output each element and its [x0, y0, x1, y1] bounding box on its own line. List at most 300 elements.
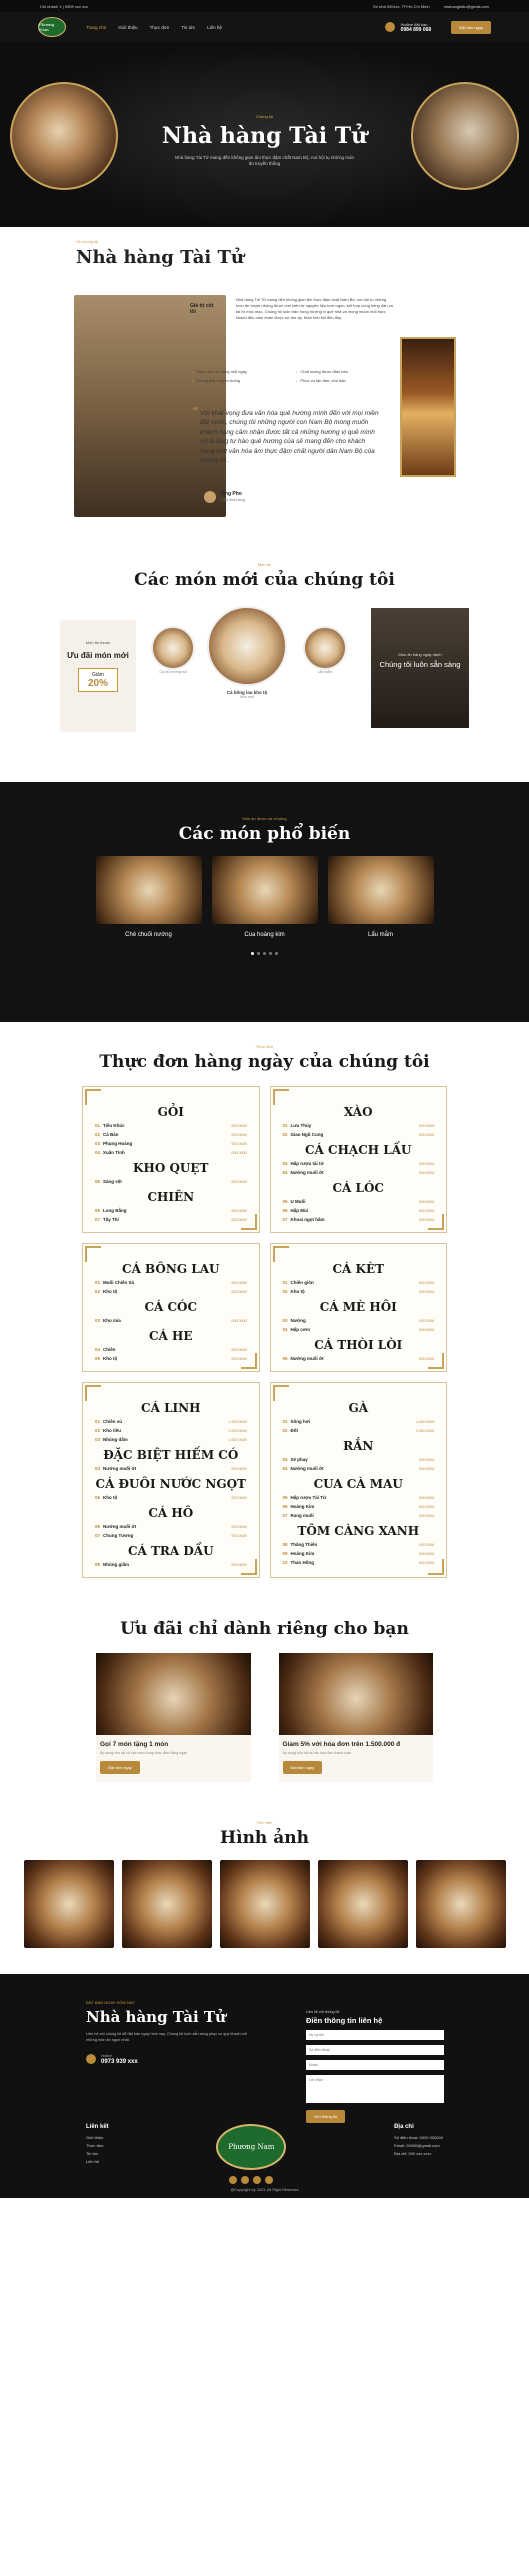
- popular-card[interactable]: [328, 856, 434, 938]
- nav-menu[interactable]: Thực đơn: [149, 24, 170, 30]
- menu-item-price: 1.000.000đ: [228, 1429, 247, 1433]
- menu-item[interactable]: [283, 1560, 435, 1565]
- offer-title: Gọi 7 món tặng 1 món: [100, 1741, 169, 1748]
- dish-card[interactable]: [204, 606, 290, 699]
- contact-footer: [0, 1974, 529, 2198]
- menu-item-number: 01: [282, 1123, 288, 1128]
- popular-card[interactable]: [96, 856, 202, 938]
- menu-item-price: 000.000đ: [419, 1209, 434, 1213]
- menu-item-label: Hấp cơm: [290, 1327, 310, 1332]
- new-dish-promo-card[interactable]: [60, 620, 136, 732]
- menu-item[interactable]: [283, 1132, 435, 1137]
- menu-item-label: Nướng muối ớt: [290, 1466, 324, 1471]
- menu-item-name: [95, 1562, 129, 1567]
- menu-item[interactable]: [283, 1419, 435, 1424]
- menu-category-title: CÁ THÒI LÒI: [314, 1338, 403, 1352]
- nav-news[interactable]: Tin tức: [181, 24, 196, 30]
- menu-item[interactable]: [283, 1327, 435, 1332]
- menu-category-title: CÁ LÓC: [332, 1181, 384, 1195]
- about-point: • Thực đơn đa dạng mỗi ngày: [192, 369, 288, 374]
- offers-title: Ưu đãi chỉ dành riêng cho bạn: [120, 1619, 409, 1639]
- menu-item[interactable]: [95, 1356, 247, 1361]
- menu-item-number: 02: [95, 1428, 101, 1433]
- menu-item[interactable]: [283, 1466, 435, 1471]
- menu-item-label: Phụng Hoàng: [103, 1141, 133, 1146]
- contact-form: [306, 2010, 444, 2123]
- menu-item-price: 000.000đ: [231, 1209, 247, 1213]
- contact-eyebrow: ĐẶT BÀN NGAY HÔM NAY: [86, 2000, 135, 2005]
- menu-item-name: [283, 1551, 315, 1556]
- discount-label: Giảm: [92, 671, 104, 678]
- menu-item[interactable]: [95, 1428, 247, 1433]
- menu-item-price: 1.000.000đ: [416, 1429, 434, 1433]
- menu-item-number: 05: [95, 1356, 101, 1361]
- menu-item-label: Kho tộ: [103, 1289, 118, 1294]
- menu-item-label: Kho tộ: [103, 1495, 118, 1500]
- menu-eyebrow: Thực đơn: [255, 1044, 274, 1049]
- offer-title: Giảm 5% với hóa đơn trên 1.500.000 đ: [282, 1741, 401, 1748]
- menu-item-label: Tây Thi: [103, 1217, 119, 1222]
- menu-item[interactable]: [95, 1562, 247, 1567]
- offer-desc: Áp dụng cho tất cả các hóa đơn thanh toán: [282, 1751, 352, 1755]
- menu-item-number: 03: [95, 1141, 101, 1146]
- menu-item[interactable]: [95, 1289, 247, 1294]
- menu-item-name: [95, 1289, 117, 1294]
- menu-category-title: KHO QUẸT: [133, 1161, 209, 1175]
- menu-item-label: Xé phay: [290, 1457, 308, 1462]
- menu-item-price: 000.000đ: [419, 1458, 434, 1462]
- offer-card: [96, 1653, 251, 1782]
- menu-item[interactable]: [95, 1141, 247, 1146]
- menu-item-number: 02: [95, 1289, 101, 1294]
- menu-item-label: Nướng muối ớt: [103, 1466, 137, 1471]
- contact-hotline-label: Hotline: [101, 2054, 112, 2059]
- menu-item-name: [283, 1132, 324, 1137]
- menu-item-price: 000.000đ: [419, 1514, 434, 1518]
- menu-item-name: [283, 1161, 324, 1166]
- menu-item[interactable]: [95, 1208, 247, 1213]
- menu-item-label: Xông hơi: [290, 1419, 311, 1424]
- footer-address: [394, 2124, 443, 2184]
- menu-item-label: Hoàng Kim: [290, 1504, 315, 1509]
- menu-item-price: 000.000đ: [231, 1281, 247, 1285]
- menu-item[interactable]: [283, 1504, 435, 1509]
- menu-item-price: 000.000đ: [231, 1319, 247, 1323]
- menu-item-name: [95, 1466, 136, 1471]
- menu-category-title: CÁ KÈT: [332, 1262, 385, 1276]
- dish-image: [151, 626, 195, 670]
- menu-item-number: 05: [282, 1199, 288, 1204]
- copyright: @Copyright by 2023, All Right Reserved: [230, 2188, 299, 2192]
- menu-item-price: 000.000đ: [419, 1543, 434, 1547]
- offer-image: [279, 1653, 434, 1735]
- email-field[interactable]: [306, 2060, 444, 2070]
- menu-item-number: 06: [282, 1504, 288, 1509]
- menu-category-title: CUA CÀ MAU: [313, 1477, 403, 1491]
- popular-name: Lẩu mắm: [367, 932, 393, 938]
- submit-button[interactable]: Gửi thông tin: [306, 2110, 345, 2123]
- dish-name: Lẩu mắm: [317, 670, 333, 674]
- menu-item-number: 02: [282, 1289, 288, 1294]
- menu-item-number: 02: [282, 1132, 288, 1137]
- menu-item-name: [95, 1437, 128, 1442]
- core-values-badge: Giá trị cốt lõi: [190, 303, 214, 315]
- dish-card[interactable]: [148, 626, 198, 674]
- hero-eyebrow: Chúng tôi: [255, 114, 274, 119]
- menu-item-number: 07: [282, 1217, 288, 1222]
- hero-dish-right: [411, 82, 519, 190]
- dark-card-title: Chúng tôi luôn sẵn sàng: [379, 660, 461, 669]
- dish-caption: Món mới: [240, 695, 254, 699]
- menu-item-label: Kho tộ: [103, 1356, 118, 1361]
- footer-brand: [216, 2124, 286, 2184]
- menu-item-price: 000.000đ: [419, 1467, 434, 1471]
- hero-banner: [0, 42, 529, 227]
- menu-item[interactable]: [95, 1419, 247, 1424]
- menu-item-name: [283, 1199, 306, 1204]
- about-quote: Với khát vọng đưa văn hóa quê hương mình đến với mọi miền đất nước, chúng tôi những người con Nam Bộ mong muốn khách hàng cảm nhận được tất cả những hương vị quê mình xứ là lòng tự hào quê hương của sẽ mang đến cho khách hàng một văn hóa âm thực đậm chất người dân Nam Bộ của chúng tôi.: [200, 410, 379, 465]
- menu-item-label: Hoàng Kim: [290, 1551, 315, 1556]
- address-line: Email: 00000@gmail.com: [394, 2143, 440, 2148]
- menu-category-title: CÁ CHẠCH LẤU: [304, 1143, 412, 1157]
- menu-item-price: 000.000đ: [419, 1218, 434, 1222]
- menu-item-price: 000.000đ: [419, 1319, 434, 1323]
- menu-item-price: 1.000.000đ: [228, 1438, 247, 1442]
- dish-card[interactable]: [300, 626, 350, 674]
- nav-contact[interactable]: Liên hệ: [207, 24, 222, 30]
- gallery-photo[interactable]: [220, 1860, 310, 1948]
- popular-image: [212, 856, 318, 924]
- menu-item-label: Nướng: [290, 1318, 306, 1323]
- name-field[interactable]: [306, 2030, 444, 2040]
- contact-title: Nhà hàng Tài Tử: [86, 2008, 226, 2026]
- menu-item-number: 01: [95, 1280, 101, 1285]
- gallery-eyebrow: Thư viện: [256, 1820, 273, 1825]
- menu-item-name: [283, 1542, 318, 1547]
- menu-item-label: Hấp rượu Tài Tử: [290, 1495, 327, 1500]
- menu-item-label: Khoai ngọt hầm: [290, 1217, 325, 1222]
- menu-category-title: CÁ HÔ: [148, 1506, 194, 1520]
- menu-item-price: 000.000đ: [419, 1162, 434, 1166]
- menu-category-title: RẮN: [343, 1439, 374, 1453]
- menu-category-title: CÁ MÈ HÔI: [319, 1300, 397, 1314]
- phone-field[interactable]: [306, 2045, 444, 2055]
- menu-category-title: CÁ TRA DẦU: [127, 1544, 214, 1558]
- menu-item-label: Nướng muối ớt: [290, 1170, 324, 1175]
- gallery-section: [0, 1804, 529, 1974]
- popular-section: [0, 782, 529, 1022]
- daily-menu-section: [0, 1022, 529, 1598]
- menu-item-label: Nhúng giấm: [103, 1562, 130, 1567]
- menu-item[interactable]: [283, 1495, 435, 1500]
- menu-item[interactable]: [95, 1150, 247, 1155]
- menu-item-price: 000.000đ: [231, 1357, 247, 1361]
- gallery-title: Hình ảnh: [220, 1828, 309, 1848]
- menu-item-price: 000.000đ: [419, 1290, 434, 1294]
- nav-home[interactable]: Trang chủ: [86, 24, 107, 30]
- menu-card: [270, 1382, 448, 1578]
- menu-item[interactable]: [95, 1524, 247, 1529]
- menu-item-price: 000.000đ: [419, 1171, 434, 1175]
- menu-item-price: 000.000đ: [419, 1124, 434, 1128]
- menu-item-label: Kho tiêu: [103, 1428, 122, 1433]
- always-ready-card[interactable]: [371, 608, 469, 728]
- popular-image: [328, 856, 434, 924]
- gallery-photo[interactable]: [122, 1860, 212, 1948]
- menu-item-name: [283, 1289, 305, 1294]
- footer-link-contact[interactable]: Liên hệ: [86, 2159, 100, 2164]
- form-eyebrow: Liên hệ với chúng tôi: [306, 2010, 340, 2014]
- nav-about[interactable]: Giới thiệu: [118, 24, 138, 30]
- menu-item-name: [95, 1179, 122, 1184]
- quote-icon: “: [192, 405, 199, 419]
- menu-item-name: [283, 1327, 310, 1332]
- menu-item-label: Thăng Thiên: [290, 1542, 318, 1547]
- about-title: Nhà hàng Tài Tử: [76, 247, 244, 268]
- menu-item-label: Rang muối: [290, 1513, 314, 1518]
- menu-item-label: Sáng sệt: [103, 1179, 122, 1184]
- menu-item[interactable]: [283, 1199, 435, 1204]
- menu-item[interactable]: [283, 1356, 435, 1361]
- dark-card-small: Món ăn hàng ngày dành: [398, 652, 442, 657]
- popular-card[interactable]: [212, 856, 318, 938]
- menu-item-number: 01: [95, 1123, 101, 1128]
- menu-item[interactable]: [95, 1533, 247, 1538]
- menu-item-price: 000.000đ: [419, 1133, 434, 1137]
- menu-item[interactable]: [95, 1217, 247, 1222]
- form-title: Điền thông tin liên hệ: [306, 2016, 383, 2025]
- discount-value: 20%: [87, 677, 108, 689]
- site-header: [0, 12, 529, 42]
- gallery-photo[interactable]: [416, 1860, 506, 1948]
- menu-item-label: Lưu Thủy: [290, 1123, 312, 1128]
- menu-item[interactable]: [283, 1280, 435, 1285]
- menu-item-name: [95, 1132, 119, 1137]
- menu-item-price: 000.000đ: [231, 1534, 247, 1538]
- menu-item[interactable]: [95, 1318, 247, 1323]
- menu-item-label: Nướng muối ớt: [290, 1356, 324, 1361]
- topbar-branch: Chi nhánh 1 | 0909 xxx xxx: [40, 3, 88, 9]
- menu-item-label: U Muối: [290, 1199, 306, 1204]
- phone-icon: [86, 2054, 96, 2064]
- menu-category-title: XÀO: [343, 1105, 373, 1119]
- menu-item[interactable]: [283, 1551, 435, 1556]
- phone-icon: [385, 22, 395, 32]
- menu-item-price: 000.000đ: [231, 1563, 247, 1567]
- menu-item-number: 01: [95, 1419, 101, 1424]
- menu-item[interactable]: [283, 1208, 435, 1213]
- menu-item-name: [283, 1208, 309, 1213]
- menu-item-name: [95, 1208, 127, 1213]
- menu-item-price: 000.000đ: [231, 1218, 247, 1222]
- menu-item-number: 04: [95, 1466, 101, 1471]
- menu-item-label: Tiểu Khúc: [103, 1123, 125, 1128]
- footer-link-menu[interactable]: Thực đơn: [86, 2143, 104, 2148]
- footer-link-about[interactable]: Giới thiệu: [86, 2135, 104, 2140]
- menu-item[interactable]: [95, 1132, 247, 1137]
- hotline-number[interactable]: 0984 899 068: [400, 26, 432, 33]
- menu-category-title: TÔM CÀNG XANH: [297, 1524, 420, 1538]
- menu-item-number: 04: [282, 1327, 288, 1332]
- menu-item-name: [95, 1356, 117, 1361]
- contact-hotline-number[interactable]: 0973 939 xxx: [101, 2059, 138, 2066]
- offer-desc: Áp dụng cho tất cả các món trong thực đơn hằng ngày: [100, 1751, 188, 1755]
- popular-title: Các món phổ biến: [178, 824, 351, 844]
- menu-item-name: [95, 1280, 134, 1285]
- menu-item-name: [95, 1150, 125, 1155]
- menu-item[interactable]: [283, 1428, 435, 1433]
- main-nav: [86, 25, 222, 30]
- hero-desc: Nhà hàng Tài Tử mang đến không gian ẩm thực đậm chất Nam Bộ, nơi hội tụ những món ăn truyền thống: [175, 155, 354, 167]
- menu-item-price: 000.000đ: [419, 1281, 434, 1285]
- menu-item-price: 000.000đ: [231, 1348, 247, 1352]
- menu-item-number: 07: [95, 1217, 101, 1222]
- hotline-label: Hotline đặt bàn: [400, 21, 428, 27]
- menu-item[interactable]: [95, 1495, 247, 1500]
- menu-item-number: 05: [282, 1356, 288, 1361]
- menu-item[interactable]: [283, 1289, 435, 1294]
- dish-image: [207, 606, 287, 686]
- address-title: Địa chỉ: [394, 2124, 414, 2130]
- address-line: Số điện thoại: 0000 000000: [394, 2135, 443, 2140]
- menu-item[interactable]: [95, 1123, 247, 1128]
- menu-item-price: 1.000.000đ: [228, 1420, 247, 1424]
- site-logo[interactable]: Phương Nam: [38, 17, 66, 37]
- offer-book-button[interactable]: Đặt bàn ngay: [283, 1761, 323, 1774]
- menu-card: [82, 1086, 260, 1233]
- menu-item[interactable]: [283, 1170, 435, 1175]
- menu-item[interactable]: [95, 1179, 247, 1184]
- menu-item-price: 000.000đ: [231, 1133, 247, 1137]
- popular-eyebrow: Món ăn được ưa chuộng: [242, 816, 287, 821]
- menu-item-label: Chiên xù: [103, 1419, 123, 1424]
- menu-item-label: Muối Chiên Sả: [103, 1280, 135, 1285]
- offer-card: [279, 1653, 434, 1782]
- popular-name: Chè chuối nướng: [125, 932, 172, 938]
- menu-item-label: Than Hồng: [290, 1560, 315, 1565]
- gallery-photo[interactable]: [318, 1860, 408, 1948]
- menu-item-name: [283, 1280, 314, 1285]
- menu-item[interactable]: [95, 1280, 247, 1285]
- menu-item[interactable]: [95, 1347, 247, 1352]
- footer-link-news[interactable]: Tin tức: [86, 2151, 99, 2156]
- topbar-address: Số nhà 000xxx, TP.Hồ Chí Minh: [373, 3, 430, 9]
- carousel-dot[interactable]: [275, 952, 278, 955]
- menu-card: [270, 1243, 448, 1372]
- social-links: [216, 2176, 286, 2184]
- message-field[interactable]: [306, 2075, 444, 2103]
- menu-item-name: [283, 1457, 308, 1462]
- contact-desc: Liên hệ với chúng tôi để đặt bàn ngay hôm nay. Chúng tôi luôn sẵn sàng phục vụ quý khách với những món ăn ngon nhất.: [86, 2032, 247, 2042]
- menu-item-number: 01: [282, 1280, 288, 1285]
- menu-item[interactable]: [283, 1542, 435, 1547]
- facebook-icon[interactable]: [229, 2176, 237, 2184]
- zalo-icon[interactable]: [265, 2176, 273, 2184]
- menu-item-price: 000.000đ: [231, 1142, 247, 1146]
- book-table-button[interactable]: Đặt bàn ngay: [451, 21, 491, 34]
- menu-item-number: 04: [282, 1466, 288, 1471]
- menu-category-title: CÁ BÔNG LAU: [122, 1262, 220, 1276]
- carousel-dots: [0, 952, 529, 955]
- topbar-email[interactable]: nhahangtaitu@gmail.com: [443, 3, 489, 9]
- menu-item-label: Kho mía: [103, 1318, 121, 1323]
- menu-item-number: 08: [282, 1542, 288, 1547]
- hero-title: Nhà hàng Tài Tử: [161, 123, 368, 149]
- footer-links: [86, 2124, 109, 2184]
- menu-item-name: [283, 1419, 311, 1424]
- menu-category-title: CÁ CÓC: [144, 1300, 198, 1314]
- menu-item-number: 06: [95, 1208, 101, 1213]
- about-eyebrow: Về chúng tôi: [76, 239, 99, 244]
- menu-item[interactable]: [283, 1217, 435, 1222]
- about-point: • Chất lượng được đảm bảo: [296, 369, 392, 374]
- carousel-dot[interactable]: [251, 952, 254, 955]
- carousel-dot[interactable]: [257, 952, 260, 955]
- author-name: Ông Pho: [221, 491, 242, 497]
- new-dishes-eyebrow: Món ăn: [257, 562, 272, 567]
- menu-item-price: 000.000đ: [231, 1124, 247, 1128]
- offer-book-button[interactable]: Đặt bàn ngay: [100, 1761, 140, 1774]
- menu-item[interactable]: [283, 1161, 435, 1166]
- links-title: Liên kết: [86, 2124, 109, 2130]
- menu-item-name: [95, 1217, 119, 1222]
- menu-item-price: 000.000đ: [419, 1552, 434, 1556]
- menu-item-number: 03: [95, 1318, 101, 1323]
- menu-card: [82, 1382, 260, 1578]
- about-points: [192, 369, 392, 383]
- discount-badge: [78, 668, 118, 692]
- menu-item-number: 05: [282, 1495, 288, 1500]
- menu-item-price: 1.000.000đ: [416, 1420, 434, 1424]
- menu-item-price: 000.000đ: [231, 1151, 247, 1155]
- menu-item[interactable]: [283, 1457, 435, 1462]
- menu-item-number: 04: [95, 1347, 101, 1352]
- menu-item-number: 04: [95, 1150, 101, 1155]
- menu-item-label: Nhúng dấm: [103, 1437, 128, 1442]
- menu-category-title: CÁ HE: [148, 1329, 193, 1343]
- youtube-icon[interactable]: [241, 2176, 249, 2184]
- menu-category-title: CHIÊN: [147, 1190, 195, 1204]
- menu-item[interactable]: [95, 1437, 247, 1442]
- menu-item-price: 000.000đ: [231, 1525, 247, 1529]
- menu-item-name: [283, 1513, 314, 1518]
- menu-item-number: 03: [282, 1318, 288, 1323]
- menu-item-name: [283, 1318, 306, 1323]
- gallery-photo[interactable]: [24, 1860, 114, 1948]
- address-line: Địa chỉ: 000 xxx xxxx: [394, 2151, 432, 2156]
- promo-title: Ưu đãi món mới: [67, 651, 129, 660]
- menu-item[interactable]: [283, 1123, 435, 1128]
- tiktok-icon[interactable]: [253, 2176, 261, 2184]
- carousel-dot[interactable]: [263, 952, 266, 955]
- menu-item-name: [95, 1141, 132, 1146]
- menu-item[interactable]: [283, 1513, 435, 1518]
- menu-item-label: Chung Tương: [103, 1533, 134, 1538]
- menu-item[interactable]: [283, 1318, 435, 1323]
- footer-logo[interactable]: Phương Nam: [216, 2124, 286, 2170]
- dish-image: [303, 626, 347, 670]
- menu-item-name: [283, 1217, 325, 1222]
- carousel-dot[interactable]: [269, 952, 272, 955]
- menu-item-number: 02: [282, 1428, 288, 1433]
- menu-category-title: CÁ ĐUÔI NƯỚC NGỌT: [95, 1477, 246, 1491]
- menu-item-name: [283, 1504, 315, 1509]
- popular-name: Cua hoàng kim: [244, 932, 285, 938]
- about-point: • Phục vụ tận tâm, chu đáo: [296, 378, 392, 383]
- menu-item-name: [95, 1428, 121, 1433]
- menu-item[interactable]: [95, 1466, 247, 1471]
- menu-item-label: Long Bằng: [103, 1208, 127, 1213]
